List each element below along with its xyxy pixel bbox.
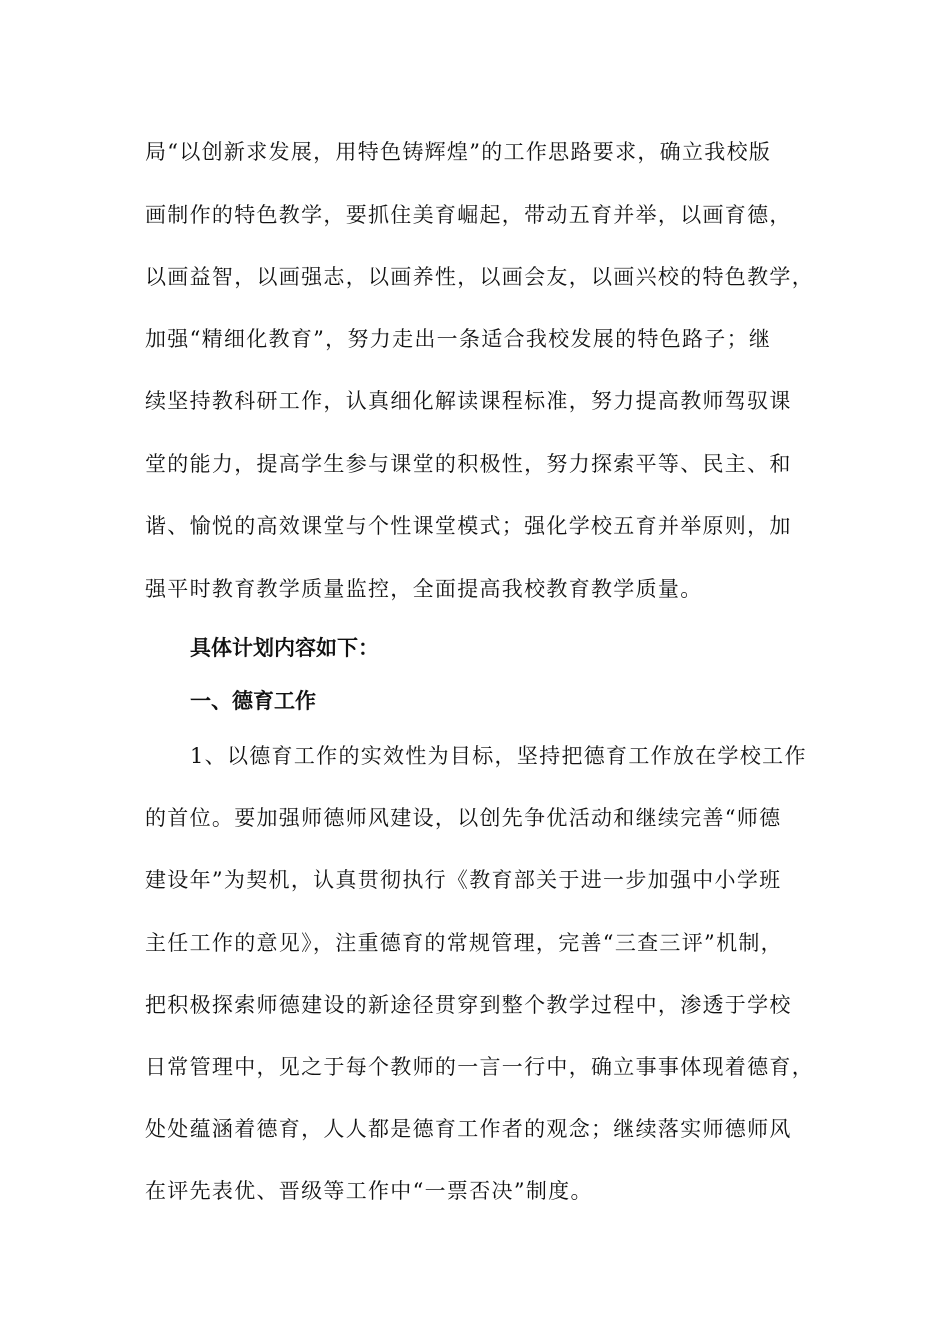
paragraph-line: 在评先表优、晋级等工作中“一票否决”制度。 [145, 1179, 593, 1203]
paragraph-line: 处处蕴涵着德育，人人都是德育工作者的观念；继续落实师德师风 [145, 1117, 792, 1141]
paragraph-line: 谐、愉悦的高效课堂与个性课堂模式；强化学校五育并举原则，加 [145, 514, 792, 538]
paragraph-line: 1、以德育工作的实效性为目标，坚持把德育工作放在学校工作 [190, 744, 807, 768]
paragraph-line: 堂的能力，提高学生参与课堂的积极性，努力探索平等、民主、和 [145, 452, 792, 476]
paragraph-line: 日常管理中，见之于每个教师的一言一行中，确立事事体现着德育， [145, 1055, 814, 1079]
section-heading-moral-education: 一、德育工作 [190, 688, 316, 713]
paragraph-line: 的首位。要加强师德师风建设，以创先争优活动和继续完善“师德 [145, 806, 782, 830]
paragraph-line: 主任工作的意见》，注重德育的常规管理，完善“三查三评”机制， [145, 931, 783, 955]
paragraph-line: 强平时教育教学质量监控，全面提高我校教育教学质量。 [145, 577, 703, 601]
paragraph-line: 画制作的特色教学，要抓住美育崛起，带动五育并举，以画育德， [145, 203, 792, 227]
section-intro-heading: 具体计划内容如下： [190, 635, 379, 660]
paragraph-line: 以画益智，以画强志，以画养性，以画会友，以画兴校的特色教学， [145, 265, 814, 289]
paragraph-line: 把积极探索师德建设的新途径贯穿到整个教学过程中，渗透于学校 [145, 993, 792, 1017]
paragraph-line: 局“以创新求发展，用特色铸辉煌”的工作思路要求，确立我校版 [145, 140, 772, 164]
paragraph-line: 加强“精细化教育”，努力走出一条适合我校发展的特色路子；继 [145, 327, 772, 351]
paragraph-line: 建设年”为契机，认真贯彻执行《教育部关于进一步加强中小学班 [145, 868, 782, 892]
paragraph-line: 续坚持教科研工作，认真细化解读课程标准，努力提高教师驾驭课 [145, 389, 792, 413]
